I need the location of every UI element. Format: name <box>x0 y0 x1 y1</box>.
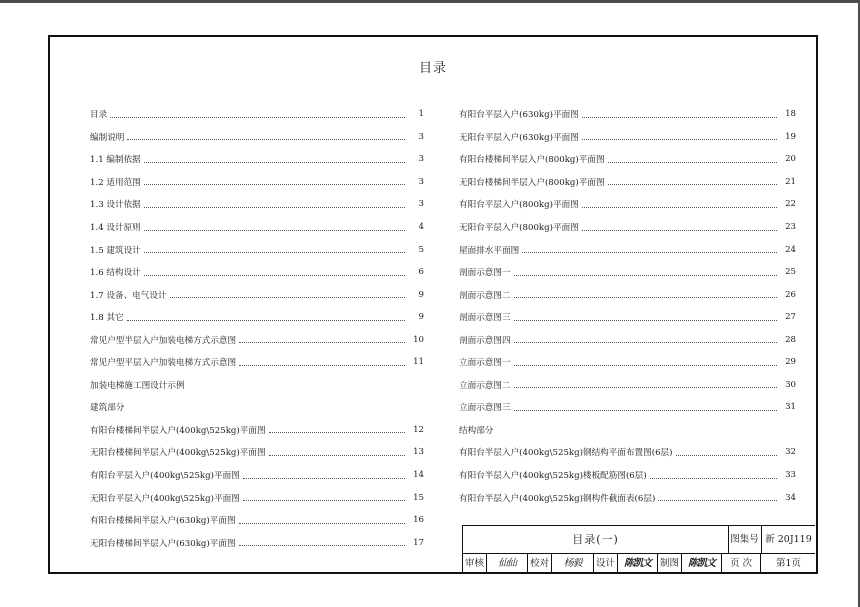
toc-entry <box>90 306 424 329</box>
draw-label: 制图 <box>658 553 682 574</box>
dot-leader <box>582 207 777 208</box>
toc-entry <box>90 171 424 194</box>
toc-entry-page: 23 <box>785 222 796 232</box>
toc-entry <box>459 216 796 239</box>
toc-entry-page: 20 <box>785 154 796 165</box>
toc-entry-page: 13 <box>413 447 424 458</box>
dot-leader <box>608 162 777 163</box>
toc-entry-title: 有阳台半层入户(400kg\525kg)楼板配筋图(6层) <box>459 471 647 482</box>
toc-entry-page: 16 <box>413 515 424 526</box>
toc-entry-title: 有阳台平层入户(800kg)平面图 <box>459 200 579 211</box>
toc-entry <box>459 193 796 216</box>
page-title: 目录 <box>418 61 447 76</box>
toc-entry-title: 1.4 设计原则 <box>90 223 141 233</box>
toc-entry <box>90 351 424 374</box>
toc-entry-page: 33 <box>785 470 796 481</box>
dot-leader <box>144 184 405 185</box>
toc-entry-title: 加装电梯施工图设计示例 <box>90 380 185 391</box>
toc-entry-page: 27 <box>785 312 796 323</box>
toc-entry <box>459 103 796 126</box>
toc-entry-title: 1.3 设计依据 <box>90 200 141 211</box>
toc-entry-title: 目录 <box>90 110 108 121</box>
toc-entry <box>90 283 424 306</box>
toc-entry <box>90 103 424 126</box>
toc-entry-page: 6 <box>418 267 424 278</box>
dot-leader <box>170 297 405 298</box>
toc-entry-title: 无阳台楼梯间半层入户(800kg)平面图 <box>459 177 605 188</box>
toc-entry <box>459 441 796 464</box>
toc-entry-title: 有阳台半层入户(400kg\525kg)钢结构平面布置图(6层) <box>459 448 673 459</box>
atlas-number: 新 20J119 <box>765 534 812 545</box>
toc-entry <box>90 126 424 149</box>
dot-leader <box>514 297 777 298</box>
title-block <box>462 525 815 574</box>
dot-leader <box>676 455 778 456</box>
dot-leader <box>514 320 777 321</box>
drawing-frame <box>48 35 818 574</box>
toc-entry-page: 22 <box>785 199 796 210</box>
dot-leader <box>239 523 405 524</box>
dot-leader <box>582 139 777 140</box>
toc-entry <box>459 148 796 171</box>
toc-entry-page: 14 <box>413 470 424 481</box>
toc-entry-title: 有阳台平层入户(400kg\525kg)平面图 <box>90 471 240 482</box>
dot-leader <box>514 387 777 388</box>
toc-entry-page: 19 <box>785 131 796 142</box>
toc-entry-title: 有阳台平层入户(630kg)平面图 <box>459 110 579 121</box>
toc-entry-page: 18 <box>785 109 796 120</box>
toc-section-heading <box>90 396 424 419</box>
toc-entry-title: 常见户型平层入户加装电梯方式示意图 <box>90 358 237 369</box>
dot-leader <box>514 342 777 343</box>
dot-leader <box>239 365 405 366</box>
toc-entry-page: 34 <box>785 492 796 503</box>
dot-leader <box>239 342 405 343</box>
toc-entry-page: 3 <box>418 131 424 142</box>
dot-leader <box>127 139 405 140</box>
dot-leader <box>269 455 405 456</box>
toc-entry-title: 1.5 建筑设计 <box>90 245 141 256</box>
dot-leader <box>239 545 405 546</box>
drawing-name: 目录(一) <box>463 526 729 553</box>
dot-leader <box>582 117 777 118</box>
toc-entry-page: 29 <box>785 357 796 368</box>
dot-leader <box>269 432 405 433</box>
toc-entry-title: 立面示意图二 <box>459 380 511 391</box>
toc-entry-page: 24 <box>785 244 796 255</box>
toc-left-column <box>90 103 424 554</box>
page-number: 第1页 <box>775 558 802 569</box>
toc-entry <box>459 283 796 306</box>
toc-entry-title: 无阳台平层入户(800kg)平面图 <box>459 223 579 233</box>
dot-leader <box>144 162 405 163</box>
design-signature: 陈凯文 <box>618 553 658 574</box>
toc-entry-page: 26 <box>785 289 796 300</box>
toc-entry-title: 建筑部分 <box>90 403 125 414</box>
toc-entry <box>459 351 796 374</box>
toc-entry-page: 9 <box>418 312 424 323</box>
toc-entry-page: 1 <box>418 109 424 120</box>
toc-entry <box>90 216 424 239</box>
toc-entry <box>90 148 424 171</box>
toc-entry <box>90 441 424 464</box>
dot-leader <box>144 252 405 253</box>
toc-entry-title: 无阳台平层入户(630kg)平面图 <box>459 132 579 143</box>
toc-entry <box>90 531 424 554</box>
toc-entry <box>90 193 424 216</box>
toc-entry <box>459 328 796 351</box>
toc-entry-title: 剖面示意图一 <box>459 268 511 279</box>
dot-leader <box>514 410 777 411</box>
toc-entry-title: 剖面示意图二 <box>459 290 511 301</box>
dot-leader <box>110 117 405 118</box>
viewer-top-border <box>0 0 860 3</box>
toc-entry-page: 9 <box>418 289 424 300</box>
toc-entry <box>459 396 796 419</box>
dot-leader <box>243 500 405 501</box>
toc-entry-page: 17 <box>413 537 424 548</box>
toc-right-column <box>459 103 796 509</box>
dot-leader <box>243 478 405 479</box>
toc-entry <box>90 419 424 442</box>
toc-entry-title: 剖面示意图四 <box>459 335 511 346</box>
proof-label: 校对 <box>528 553 552 574</box>
dot-leader <box>608 184 777 185</box>
toc-entry <box>90 486 424 509</box>
toc-entry <box>90 509 424 532</box>
toc-entry-page: 32 <box>785 447 796 458</box>
toc-entry-page: 3 <box>418 199 424 210</box>
dot-leader <box>144 275 405 276</box>
toc-entry-title: 无阳台楼梯间半层入户(400kg\525kg)平面图 <box>90 448 266 459</box>
toc-entry-title: 常见户型半层入户加装电梯方式示意图 <box>90 335 237 346</box>
dot-leader <box>514 275 777 276</box>
proof-signature: 杨毅 <box>552 553 594 574</box>
toc-entry-page: 31 <box>785 402 796 413</box>
toc-entry-page: 3 <box>418 176 424 187</box>
toc-entry-page: 21 <box>785 176 796 187</box>
review-signature: 仙仙 <box>487 553 528 574</box>
toc-entry-page: 30 <box>785 379 796 390</box>
toc-entry-title: 屋面排水平面图 <box>459 245 520 256</box>
toc-entry-title: 无阳台平层入户(400kg\525kg)平面图 <box>90 493 240 504</box>
toc-section-heading <box>90 374 424 397</box>
toc-entry-page: 4 <box>418 222 424 232</box>
toc-entry <box>459 126 796 149</box>
toc-entry-page: 25 <box>785 267 796 278</box>
toc-entry-page: 12 <box>413 424 424 435</box>
dot-leader <box>144 207 405 208</box>
toc-entry-title: 1.6 结构设计 <box>90 268 141 279</box>
draw-signature: 陈凯文 <box>682 553 722 574</box>
toc-entry-title: 1.2 适用范围 <box>90 177 141 188</box>
toc-entry-title: 立面示意图三 <box>459 403 511 414</box>
dot-leader <box>582 230 777 231</box>
toc-entry-page: 11 <box>413 357 424 368</box>
toc-entry-title: 编制说明 <box>90 132 125 143</box>
toc-entry <box>459 261 796 284</box>
toc-entry-page: 10 <box>413 334 424 345</box>
toc-entry-title: 无阳台楼梯间半层入户(630kg)平面图 <box>90 538 236 549</box>
toc-entry <box>90 261 424 284</box>
toc-entry <box>459 486 796 509</box>
dot-leader <box>144 230 405 231</box>
dot-leader <box>658 500 777 501</box>
toc-entry <box>90 464 424 487</box>
dot-leader <box>650 478 777 479</box>
toc-entry <box>459 306 796 329</box>
toc-entry-page: 28 <box>785 334 796 345</box>
toc-entry-title: 有阳台半层入户(400kg\525kg)钢构件截面表(6层) <box>459 493 656 504</box>
toc-entry-page: 5 <box>418 244 424 255</box>
toc-entry <box>90 238 424 261</box>
toc-entry-title: 有阳台楼梯间半层入户(800kg)平面图 <box>459 155 605 166</box>
toc-section-heading <box>459 419 796 442</box>
toc-entry-title: 结构部分 <box>459 425 494 436</box>
toc-entry <box>459 238 796 261</box>
toc-entry <box>459 171 796 194</box>
dot-leader <box>127 320 405 321</box>
toc-entry-title: 有阳台楼梯间半层入户(400kg\525kg)平面图 <box>90 425 266 436</box>
dot-leader <box>522 252 777 253</box>
toc-entry <box>90 328 424 351</box>
design-label: 设计 <box>594 553 618 574</box>
toc-entry-title: 1.8 其它 <box>90 313 124 324</box>
dot-leader <box>514 365 777 366</box>
toc-entry-title: 有阳台楼梯间半层入户(630kg)平面图 <box>90 516 236 527</box>
toc-entry <box>459 374 796 397</box>
toc-entry-title: 1.1 编制依据 <box>90 155 141 166</box>
toc-entry-title: 剖面示意图三 <box>459 313 511 324</box>
toc-entry-page: 3 <box>418 154 424 165</box>
atlas-label: 图集号 <box>728 526 762 553</box>
toc-entry-title: 1.7 设备、电气设计 <box>90 290 167 301</box>
toc-entry <box>459 464 796 487</box>
page-label: 页 次 <box>722 553 761 574</box>
toc-entry-title: 立面示意图一 <box>459 358 511 369</box>
toc-entry-page: 15 <box>413 492 424 503</box>
review-label: 审核 <box>463 553 487 574</box>
